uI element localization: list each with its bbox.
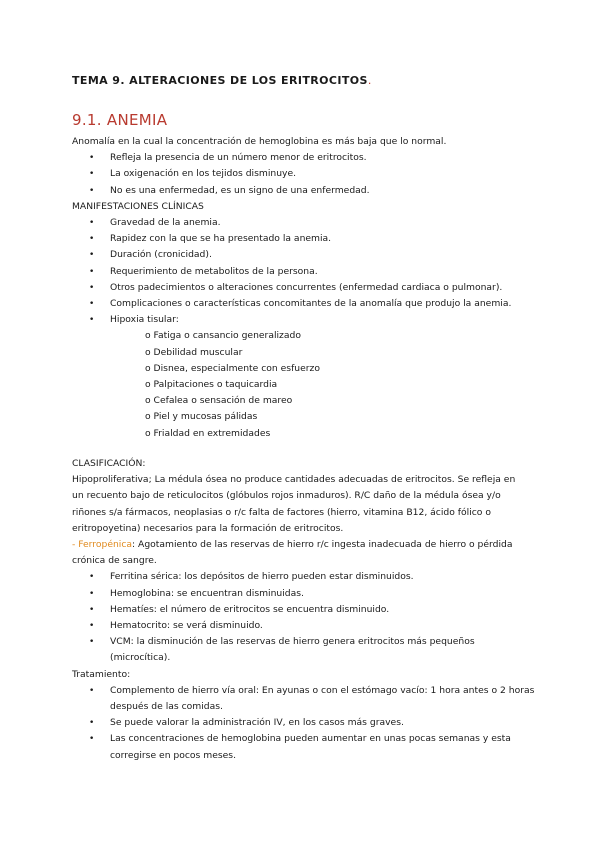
- manifestaciones-list: [72, 215, 542, 328]
- ferro-line: [72, 537, 542, 553]
- tratamiento-list: [72, 683, 542, 764]
- title-text: TEMA 9. ALTERACIONES DE LOS ERITROCITOS: [72, 74, 368, 87]
- list-item: • Otros padecimientos o alteraciones concurrentes (enfermedad cardiaca o pulmonar).: [72, 280, 542, 296]
- list-item: • Refleja la presencia de un número menor de eritrocitos.: [72, 150, 542, 166]
- list-item: • Rapidez con la que se ha presentado la anemia.: [72, 231, 542, 247]
- sub-list-item: o Piel y mucosas pálidas: [145, 411, 258, 423]
- clasificacion-block: [72, 456, 542, 764]
- ferro-label: - Ferropénica: [72, 539, 133, 551]
- page-title: [72, 74, 372, 87]
- list-item: • Duración (cronicidad).: [72, 247, 542, 263]
- list-item: [72, 683, 542, 715]
- hipo-line: un recuento bajo de reticulocitos (glóbulos rojos inmaduros). R/C daño de la médula ósea y/o: [72, 490, 501, 502]
- list-item: • Hematocrito: se verá disminuido.: [72, 618, 542, 634]
- list-item: • Se puede valorar la administración IV, en los casos más graves.: [72, 715, 542, 731]
- hipoxia-sublist: [72, 328, 542, 441]
- ferro-text: : Agotamiento de las reservas de hierro r/c ingesta inadecuada de hierro o pérdida: [132, 539, 513, 551]
- list-item: • Requerimiento de metabolitos de la persona.: [72, 264, 542, 280]
- hipo-line: eritropoyetina) necesarios para la formación de eritrocitos.: [72, 522, 344, 534]
- manifestaciones-heading: MANIFESTACIONES CLÍNICAS: [72, 200, 204, 212]
- list-item: [72, 634, 542, 666]
- sub-list-item: o Debilidad muscular: [145, 346, 243, 358]
- sub-list-item: o Palpitaciones o taquicardia: [145, 379, 278, 391]
- content-block: [72, 134, 542, 442]
- sub-list-item: o Cefalea o sensación de mareo: [145, 395, 293, 407]
- ferro-list: [72, 569, 542, 666]
- vcm-continuation: (microcítica).: [110, 652, 171, 664]
- list-item: • Ferritina sérica: los depósitos de hierro pueden estar disminuidos.: [72, 569, 542, 585]
- tratamiento-item-3b: corregirse en pocos meses.: [110, 749, 237, 761]
- definition-text: Anomalía en la cual la concentración de hemoglobina es más baja que lo normal.: [72, 136, 447, 147]
- hipo-line: riñones s/a fármacos, neoplasias o r/c falta de factores (hierro, vitamina B12, ácido fólico o: [72, 506, 491, 518]
- tratamiento-item-1a: Complemento de hierro vía oral: En ayunas o con el estómago vacío: 1 hora antes o 2 horas: [110, 684, 535, 696]
- vcm-text: VCM: la disminución de las reservas de hierro genera eritrocitos más pequeños: [110, 636, 475, 648]
- section-heading: 9.1. ANEMIA: [72, 111, 168, 129]
- list-item: • La oxigenación en los tejidos disminuye.: [72, 166, 542, 182]
- clasificacion-heading: CLASIFICACIÓN:: [72, 458, 146, 469]
- tratamiento-item-3a: Las concentraciones de hemoglobina pueden aumentar en unas pocas semanas y esta: [110, 733, 511, 745]
- list-item: • Hematíes: el número de eritrocitos se encuentra disminuido.: [72, 602, 542, 618]
- tratamiento-item-1b: después de las comidas.: [110, 701, 223, 713]
- list-item: • Hemoglobina: se encuentran disminuidas.: [72, 586, 542, 602]
- list-item: [72, 731, 542, 763]
- tratamiento-heading: Tratamiento:: [72, 668, 131, 680]
- list-item: • Gravedad de la anemia.: [72, 215, 542, 231]
- sub-list-item: o Frialdad en extremidades: [145, 427, 271, 439]
- list-item: • No es una enfermedad, es un signo de una enfermedad.: [72, 183, 542, 199]
- sub-list-item: o Fatiga o cansancio generalizado: [145, 330, 301, 342]
- title-dot: .: [367, 74, 372, 87]
- ferro-line-2: crónica de sangre.: [72, 555, 157, 567]
- hipo-line: Hipoproliferativa; La médula ósea no produce cantidades adecuadas de eritrocitos. Se refleja en: [72, 474, 516, 486]
- list-item: • Complicaciones o características concomitantes de la anomalía que produjo la anemia.: [72, 296, 542, 312]
- intro-list: [72, 150, 542, 199]
- list-item: • Hipoxia tisular:: [72, 312, 542, 328]
- sub-list-item: o Disnea, especialmente con esfuerzo: [145, 362, 320, 374]
